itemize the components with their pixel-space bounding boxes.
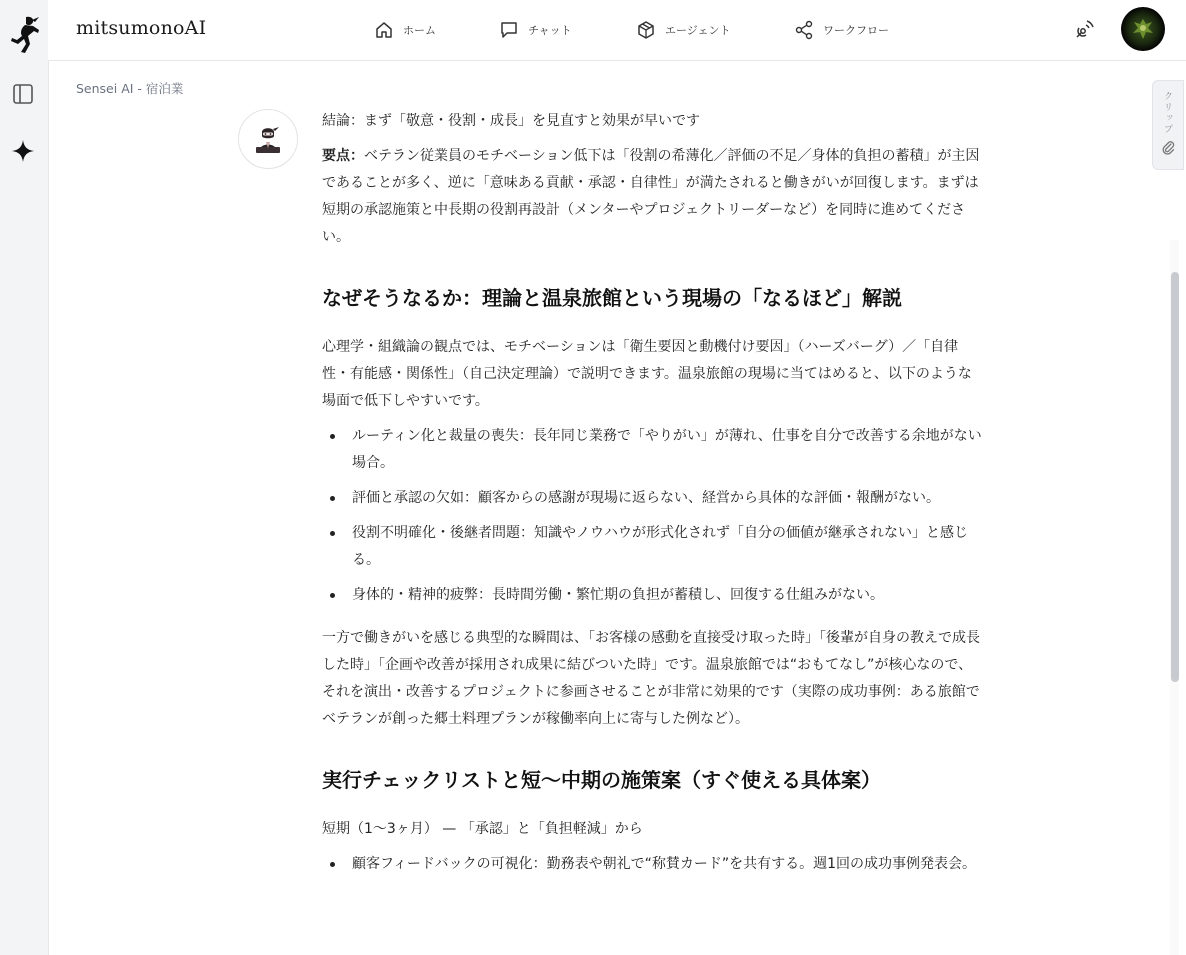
nav-agent-label: エージェント: [665, 24, 731, 37]
sparkle-icon[interactable]: [11, 139, 35, 163]
broadcast-icon[interactable]: [1073, 17, 1097, 41]
nav-workflow-label: ワークフロー: [823, 24, 889, 37]
nav-chat-label: チャット: [528, 24, 572, 37]
nav-chat[interactable]: [499, 18, 572, 42]
cube-icon: [636, 20, 656, 40]
list-item: 顧客フィードバックの可視化：勤務表や朝礼で“称賛カード”を共有する。週1回の成功事例発表会。: [322, 851, 982, 878]
top-header: [48, 0, 1186, 61]
scrollbar-thumb[interactable]: [1171, 272, 1179, 682]
share-nodes-icon: [794, 20, 814, 40]
theory-paragraph: 心理学・組織論の観点では、モチベーションは「衛生要因と動機付け要因」（ハーズバーグ）／「自律性・有能感・関係性」（自己決定理論）で説明できます。温泉旅館の現場に当てはめると、以下のような場面で低下しやすいです。: [322, 339, 972, 409]
home-icon: [374, 20, 394, 40]
nav-agent[interactable]: [636, 18, 731, 42]
clip-tab[interactable]: [1152, 80, 1184, 170]
breadcrumb-app[interactable]: Sensei AI: [76, 81, 134, 96]
ninja-mascot-icon: [254, 124, 282, 154]
keypoints-paragraph: [322, 143, 982, 251]
nav-home[interactable]: [374, 18, 436, 42]
section-heading-checklist: 実行チェックリストと短〜中期の施策案（すぐ使える具体案）: [322, 768, 881, 792]
ninja-logo-icon[interactable]: [8, 14, 40, 54]
breadcrumb-industry: 宿泊業: [145, 81, 184, 96]
brand-name[interactable]: mitsumonoAI: [76, 17, 207, 39]
avatar-figure-icon: [1121, 7, 1165, 51]
chat-bubble-icon: [499, 20, 519, 40]
sidebar-toggle-icon[interactable]: [12, 83, 34, 105]
breadcrumb: [76, 79, 183, 97]
assistant-message: [322, 108, 982, 878]
short-term-label: 短期（1〜3ヶ月） — 「承認」と「負担軽減」から: [322, 821, 643, 837]
decline-factors-list: [322, 423, 982, 609]
nav-workflow[interactable]: [794, 18, 889, 42]
keypoints-label: 要点：: [322, 148, 364, 164]
section-heading-why: なぜそうなるか：理論と温泉旅館という現場の「なるほど」解説: [322, 286, 902, 310]
user-avatar[interactable]: [1121, 7, 1165, 51]
short-term-list: [322, 851, 982, 878]
list-item: 身体的・精神的疲弊：長時間労働・繁忙期の負担が蓄積し、回復する仕組みがない。: [322, 582, 982, 609]
paperclip-icon: [1161, 139, 1175, 155]
list-item: 評価と承認の欠如：顧客からの感謝が現場に返らない、経営から具体的な評価・報酬がない。: [322, 485, 982, 512]
breadcrumb-separator: -: [133, 81, 146, 96]
left-rail: [0, 0, 49, 955]
rewarding-moments-paragraph: 一方で働きがいを感じる典型的な瞬間は、「お客様の感動を直接受け取った時」「後輩が自身の教えで成長した時」「企画や改善が採用され成果に結びついた時」です。温泉旅館では“おもてなし”が核心なので、それを演出・改善するプロジェクトに参画させることが非常に効果的です（実際の成功事例：ある旅館でベテランが創った郷土料理プランが稼働率向上に寄与した例など）。: [322, 630, 980, 727]
clip-label: クリップ: [1162, 91, 1172, 135]
nav-home-label: ホーム: [403, 24, 436, 37]
list-item: 役割不明確化・後継者問題：知識やノウハウが形式化されず「自分の価値が継承されない」と感じる。: [322, 520, 982, 574]
keypoints-text: ベテラン従業員のモチベーション低下は「役割の希薄化／評価の不足／身体的負担の蓄積」が主因であることが多く、逆に「意味ある貢献・承認・自律性」が満たされると働きがいが回復します。まずは短期の承認施策と中長期の役割再設計（メンターやプロジェクトリーダーなど）を同時に進めてください。: [322, 148, 980, 245]
conclusion-line: 結論：まず「敬意・役割・成長」を見直すと効果が早いです: [322, 113, 700, 129]
assistant-avatar: [238, 109, 298, 169]
list-item: ルーティン化と裁量の喪失：長年同じ業務で「やりがい」が薄れ、仕事を自分で改善する余地がない場合。: [322, 423, 982, 477]
